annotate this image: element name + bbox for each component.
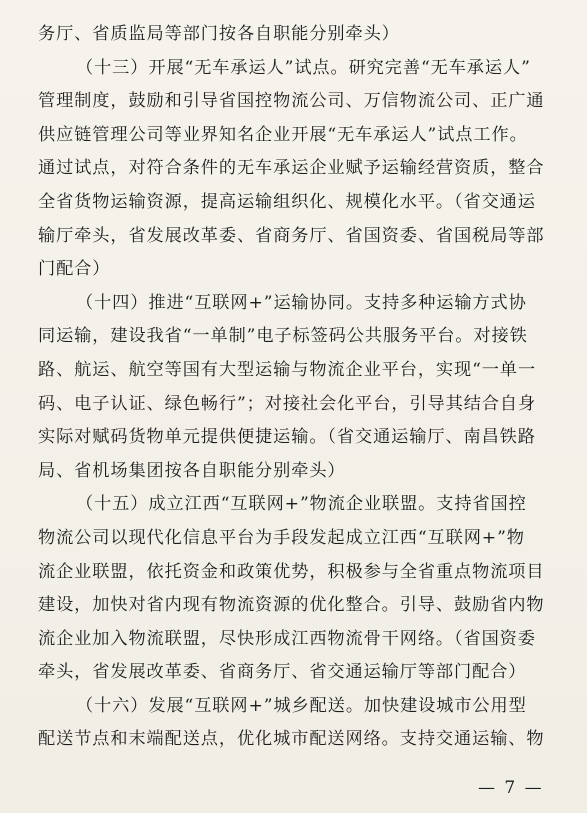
document-body bbox=[38, 18, 552, 757]
text-line-12: 码、电子认证、绿色畅行”；对接社会化平台，引导其结合自身 bbox=[38, 393, 537, 414]
text-line-2: （十三）开展“无车承运人”试点。研究完善“无车承运人” bbox=[76, 57, 531, 78]
text-line-17: 流企业联盟，依托资金和政策优势，积极参与全省重点物流项目 bbox=[38, 561, 545, 582]
text-line-13: 实际对赋码货物单元提供便捷运输。（省交通运输厅、南昌铁路 bbox=[38, 427, 536, 448]
text-line-7: 输厅牵头，省发展改革委、省商务厅、省国资委、省国税局等部 bbox=[38, 225, 545, 246]
text-line-6: 全省货物运输资源，提高运输组织化、规模化水平。（省交通运 bbox=[38, 191, 536, 212]
text-line-11: 路、航运、航空等国有大型运输与物流企业平台，实现“一单一 bbox=[38, 359, 537, 380]
text-line-4: 供应链管理公司等业界知名企业开展“无车承运人”试点工作。 bbox=[38, 124, 528, 145]
text-line-19: 流企业加入物流联盟，尽快形成江西物流骨干网络。（省国资委 bbox=[38, 628, 536, 649]
text-line-5: 通过试点，对符合条件的无车承运企业赋予运输经营资质，整合 bbox=[38, 158, 545, 179]
page-number: — 7 — bbox=[478, 778, 544, 798]
text-line-14: 局、省机场集团按各自职能分别牵头） bbox=[38, 460, 346, 481]
text-line-21: （十六）发展“互联网+”城乡配送。加快建设城市公用型 bbox=[76, 695, 527, 716]
text-line-18: 建设，加快对省内现有物流资源的优化整合。引导、鼓励省内物 bbox=[38, 595, 545, 616]
text-line-20: 牵头，省发展改革委、省商务厅、省交通运输厅等部门配合） bbox=[38, 662, 527, 683]
text-line-16: 物流公司以现代化信息平台为手段发起成立江西“互联网+”物 bbox=[38, 527, 525, 548]
text-line-9: （十四）推进“互联网+”运输协同。支持多种运输方式协 bbox=[76, 292, 527, 313]
text-line-3: 管理制度，鼓励和引导省国控物流公司、万信物流公司、正广通 bbox=[38, 91, 545, 112]
text-line-10: 同运输，建设我省“一单制”电子标签码公共服务平台。对接铁 bbox=[38, 326, 528, 347]
text-line-1: 务厅、省质监局等部门按各自职能分别牵头） bbox=[38, 24, 400, 44]
text-line-22: 配送节点和末端配送点，优化城市配送网络。支持交通运输、物 bbox=[38, 729, 545, 750]
text-line-8: 门配合） bbox=[38, 259, 111, 280]
text-line-15: （十五）成立江西“互联网+”物流企业联盟。支持省国控 bbox=[76, 494, 527, 515]
